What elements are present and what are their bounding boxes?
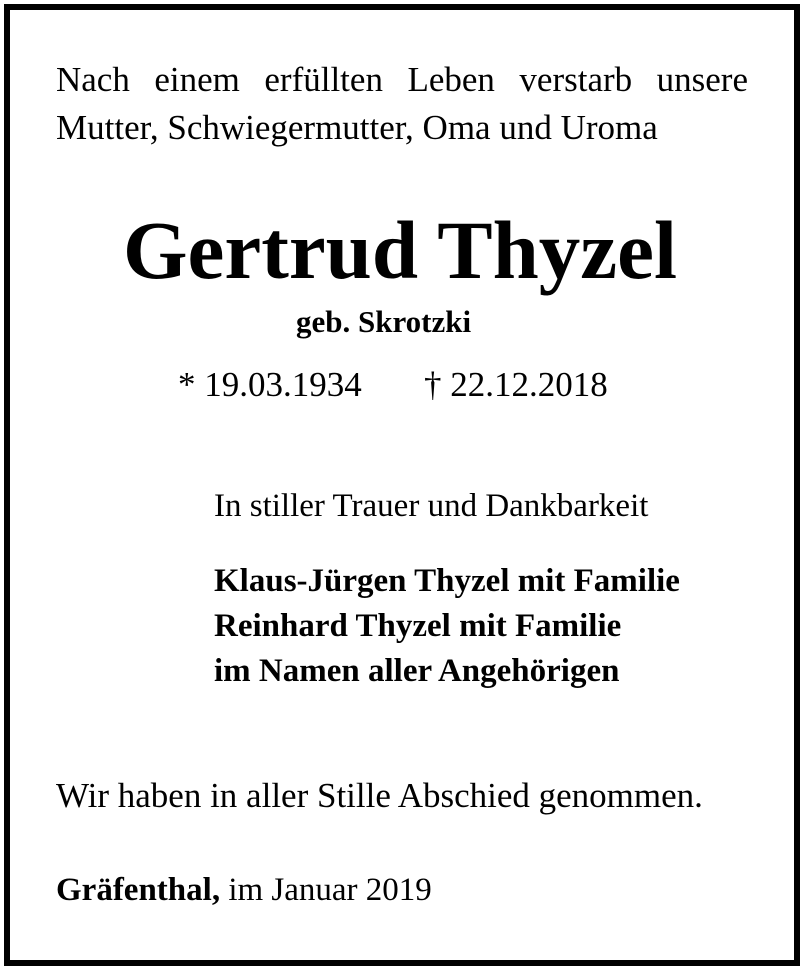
intro-text [56, 56, 748, 152]
mourning-line: In stiller Trauer und Dankbarkeit [214, 488, 649, 524]
mourner-line: im Namen aller Angehörigen [214, 653, 620, 689]
mourner-line: Reinhard Thyzel mit Familie [214, 608, 622, 644]
place-and-date [56, 868, 432, 912]
death-date: † 22.12.2018 [424, 365, 608, 404]
maiden-name: geb. Skrotzki [296, 304, 472, 339]
deceased-name: Gertrud Thyzel [122, 204, 678, 296]
intro-line: Nach einem erfüllten Leben verstarb unsere [56, 60, 748, 99]
notice-date: im Januar 2019 [220, 872, 432, 908]
place-name: Gräfenthal, [56, 872, 221, 908]
mourners-list [214, 559, 680, 694]
birth-date: * 19.03.1934 [178, 365, 362, 404]
mourner-line: Klaus-Jürgen Thyzel mit Familie [214, 563, 680, 599]
intro-line: Mutter, Schwiegermutter, Oma und Uroma [56, 108, 658, 147]
farewell-text: Wir haben in aller Stille Abschied genommen. [56, 776, 703, 815]
